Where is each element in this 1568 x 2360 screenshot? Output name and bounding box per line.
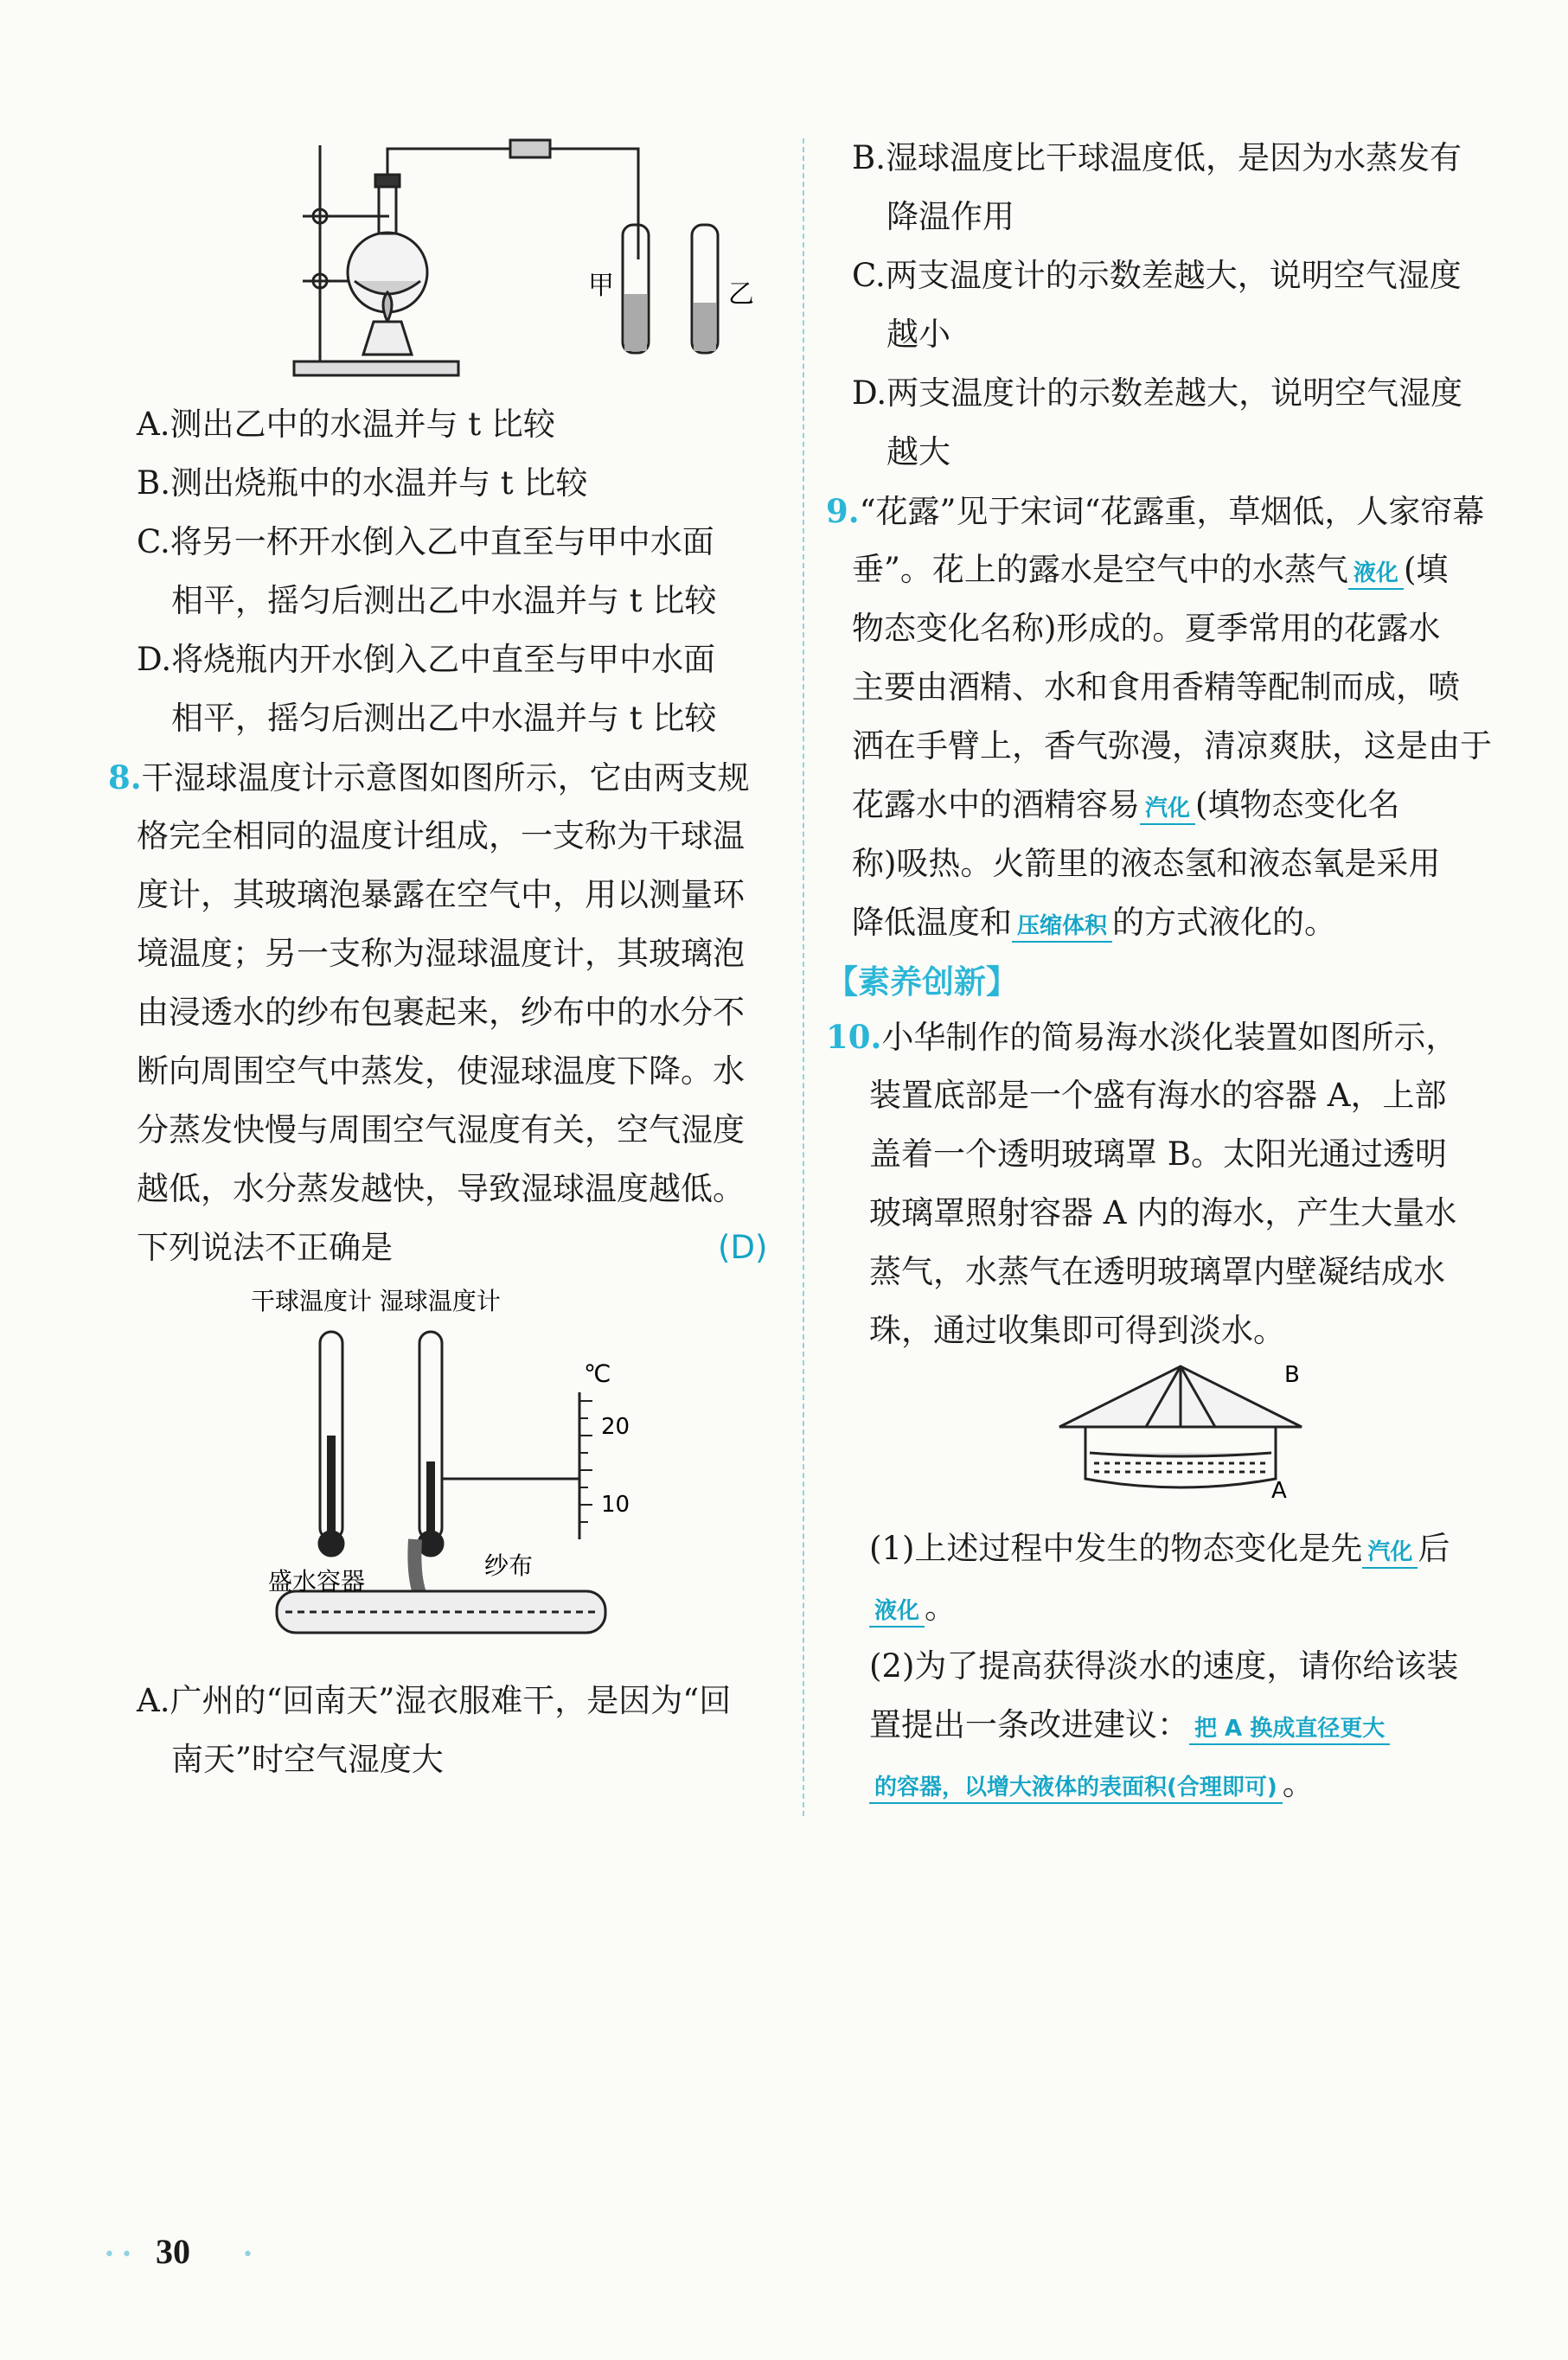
q10-answer-3b: 的容器，以增大液体的表面积(合理即可) [869,1773,1283,1804]
q10-answer-2: 液化 [869,1596,925,1628]
q8-stem-line2: 格完全相同的温度计组成，一支称为干球温 [137,817,745,854]
q10-answer-3a: 把 A 换成直径更大 [1189,1714,1390,1745]
q9-line3: 物态变化名称)形成的。夏季常用的花露水 [852,610,1441,647]
q8-option-d-line2: 越大 [886,433,950,470]
q7-option-a: A.测出乙中的水温并与 t 比较 [137,406,555,443]
q8-answer: D [730,1229,755,1266]
q8-thermometer-figure [251,1280,735,1660]
q10-part2-line2: 置提出一条改进建议： 把 A 换成直径更大 [869,1705,1390,1745]
q7-option-c-line2: 相平，摇匀后测出乙中水温并与 t 比较 [171,582,717,619]
q8-stem-line1: 8.干湿球温度计示意图如图所示，它由两支规 [108,758,750,796]
q9-line1: 9.“花露”见于宋词“花露重，草烟低，人家帘幕 [826,492,1485,530]
q10-part1-line1: (1)上述过程中发生的物态变化是先 汽化 后 [869,1530,1450,1567]
q7-option-d-line1: D.将烧瓶内开水倒入乙中直至与甲中水面 [137,641,716,678]
q10-label-a: A [1271,1478,1287,1504]
q10-stem-line2: 装置底部是一个盛有海水的容器 A，上部 [869,1077,1447,1114]
q10-stem-line6: 珠，通过收集即可得到淡水。 [869,1312,1285,1349]
q7-option-c-line1: C.将另一杯开水倒入乙中直至与甲中水面 [137,523,714,560]
q8-option-b-line1: B.湿球温度比干球温度低，是因为水蒸发有 [852,139,1462,176]
q8-option-d-line1: D.两支温度计的示数差越大，说明空气湿度 [852,374,1463,412]
q10-answer-1: 汽化 [1362,1538,1418,1569]
q8-option-a-line1: A.广州的“回南天”湿衣服难干，是因为“回 [137,1682,732,1719]
q8-tick-10: 10 [601,1492,630,1518]
q9-number: 9. [826,492,860,530]
q8-figure-title: 干球温度计 湿球温度计 [251,1287,501,1315]
tube-label-jia: 甲 [588,271,614,301]
q8-tick-20: 20 [601,1414,630,1440]
q10-part2-line1: (2)为了提高获得淡水的速度，请你给该装 [869,1647,1459,1685]
q8-container-label: 盛水容器 [268,1567,366,1596]
q8-stem-line9: 下列说法不正确是 [137,1229,393,1266]
q10-label-b: B [1284,1362,1300,1388]
page-number-dots-right: • [242,2244,253,2266]
q9-line8: 降低温度和 压缩体积 的方式液化的。 [852,904,1337,941]
q8-option-c-line2: 越小 [886,316,950,353]
q8-answer-paren: (D) [718,1229,768,1266]
section-heading: 【素养创新】 [826,963,1018,1001]
q9-line4: 主要由酒精、水和食用香精等配制而成，喷 [852,668,1460,706]
page-number-dots-left: • • [104,2244,132,2266]
q8-scale-ticks [579,1401,592,1522]
q9-answer-3: 压缩体积 [1012,911,1112,943]
q8-option-b-line2: 降温作用 [886,198,1014,235]
q8-stem-line3: 度计，其玻璃泡暴露在空气中，用以测量环 [137,876,745,913]
q9-line2: 垂”。花上的露水是空气中的水蒸气 液化 (填 [852,551,1449,588]
q8-stem-line6: 断向周围空气中蒸发，使湿球温度下降。水 [137,1052,745,1090]
page-number: 30 [156,2232,190,2271]
q8-stem-line5: 由浸透水的纱布包裹起来，纱布中的水分不 [137,994,745,1031]
q8-stem-line4: 境温度；另一支称为湿球温度计，其玻璃泡 [137,935,745,972]
q9-line5: 洒在手臂上，香气弥漫，清凉爽肤，这是由于 [852,727,1492,764]
q10-desalination-figure [1051,1358,1328,1505]
q10-number: 10. [826,1018,882,1056]
q8-scale-unit: ℃ [584,1359,611,1388]
q9-line6: 花露水中的酒精容易 汽化 (填物态变化名 [852,786,1400,823]
column-divider [803,138,804,1816]
q8-number: 8. [108,758,142,796]
q10-stem-line3: 盖着一个透明玻璃罩 B。太阳光通过透明 [869,1135,1447,1173]
tube-label-yi: 乙 [728,279,754,310]
q10-stem-line4: 玻璃罩照射容器 A 内的海水，产生大量水 [869,1194,1457,1231]
q8-option-a-line2: 南天”时空气湿度大 [171,1741,444,1778]
q10-part1-line2: 液化 。 [869,1588,957,1628]
q9-answer-1: 液化 [1348,559,1404,590]
q7-option-d-line2: 相平，摇匀后测出乙中水温并与 t 比较 [171,700,717,737]
q10-stem-line1: 10.小华制作的简易海水淡化装置如图所示， [826,1018,1458,1056]
q8-option-c-line1: C.两支温度计的示数差越大，说明空气湿度 [852,257,1462,294]
q7-apparatus-figure [285,130,770,389]
q9-line7: 称)吸热。火箭里的液态氢和液态氧是采用 [852,845,1441,882]
q10-part2-line3: 的容器，以增大液体的表面积(合理即可) 。 [869,1764,1315,1804]
q10-stem-line5: 蒸气，水蒸气在透明玻璃罩内壁凝结成水 [869,1253,1445,1290]
q8-stem-line7: 分蒸发快慢与周围空气湿度有关，空气湿度 [137,1111,745,1148]
q8-stem-line8: 越低，水分蒸发越快，导致湿球温度越低。 [137,1170,745,1207]
q7-option-b: B.测出烧瓶中的水温并与 t 比较 [137,464,588,502]
q9-answer-2: 汽化 [1140,794,1195,825]
q8-gauze-label: 纱布 [484,1551,534,1580]
